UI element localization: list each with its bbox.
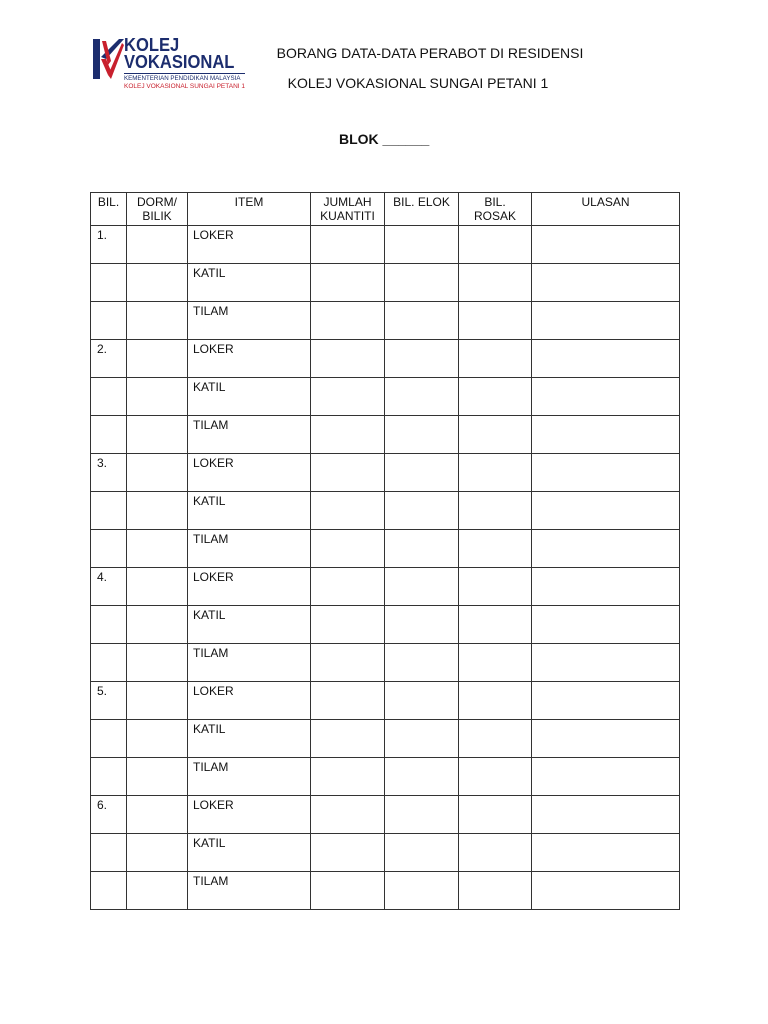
bil-elok-cell[interactable]: [385, 720, 459, 758]
table-row: [91, 226, 680, 264]
ulasan-cell[interactable]: [532, 492, 680, 530]
blok-field[interactable]: BLOK ______: [339, 131, 430, 147]
dorm-bilik-cell[interactable]: [127, 302, 188, 340]
bil-cell: [91, 378, 127, 416]
bil-cell: 3.: [91, 454, 127, 492]
dorm-bilik-cell[interactable]: [127, 720, 188, 758]
bil-cell: [91, 720, 127, 758]
table-row: [91, 796, 680, 834]
ulasan-cell[interactable]: [532, 378, 680, 416]
bil-cell: [91, 492, 127, 530]
item-cell: LOKER: [188, 226, 311, 264]
table-row: [91, 302, 680, 340]
dorm-bilik-cell[interactable]: [127, 530, 188, 568]
item-cell: TILAM: [188, 644, 311, 682]
bil-cell: [91, 530, 127, 568]
table-row: [91, 378, 680, 416]
bil-rosak-cell[interactable]: [459, 644, 532, 682]
bil-rosak-cell[interactable]: [459, 454, 532, 492]
table-row: [91, 492, 680, 530]
col-ulasan-header: [532, 193, 680, 226]
jumlah-kuantiti-cell[interactable]: [311, 530, 385, 568]
jumlah-kuantiti-cell[interactable]: [311, 720, 385, 758]
item-cell: TILAM: [188, 416, 311, 454]
form-title: BORANG DATA-DATA PERABOT DI RESIDENSI: [276, 45, 584, 61]
item-cell: KATIL: [188, 606, 311, 644]
table-row: [91, 606, 680, 644]
jumlah-kuantiti-cell[interactable]: [311, 606, 385, 644]
dorm-bilik-cell[interactable]: [127, 834, 188, 872]
ulasan-cell[interactable]: [532, 568, 680, 606]
bil-elok-cell[interactable]: [385, 644, 459, 682]
jumlah-kuantiti-cell[interactable]: [311, 568, 385, 606]
bil-elok-cell[interactable]: [385, 416, 459, 454]
header-label-line2: ROSAK: [473, 209, 516, 223]
bil-rosak-cell[interactable]: [459, 340, 532, 378]
bil-elok-cell[interactable]: [385, 606, 459, 644]
bil-cell: [91, 758, 127, 796]
jumlah-kuantiti-cell[interactable]: [311, 834, 385, 872]
bil-elok-cell[interactable]: [385, 682, 459, 720]
bil-cell: [91, 302, 127, 340]
header-label-line2: BILIK: [142, 209, 172, 223]
bil-elok-cell[interactable]: [385, 758, 459, 796]
ulasan-cell[interactable]: [532, 758, 680, 796]
bil-elok-cell[interactable]: [385, 226, 459, 264]
col-bil-elok-header: [385, 193, 459, 226]
kv-logo-icon: [92, 37, 124, 83]
dorm-bilik-cell[interactable]: [127, 454, 188, 492]
bil-cell: [91, 264, 127, 302]
item-cell: KATIL: [188, 264, 311, 302]
header-label: BIL.: [97, 195, 120, 209]
bil-rosak-cell[interactable]: [459, 226, 532, 264]
bil-elok-cell[interactable]: [385, 378, 459, 416]
bil-rosak-cell[interactable]: [459, 416, 532, 454]
item-cell: LOKER: [188, 682, 311, 720]
bil-elok-cell[interactable]: [385, 454, 459, 492]
header-label-line2: KUANTITI: [320, 209, 375, 223]
ulasan-cell[interactable]: [532, 872, 680, 910]
bil-cell: [91, 416, 127, 454]
furniture-data-table: [90, 192, 680, 910]
dorm-bilik-cell[interactable]: [127, 758, 188, 796]
bil-elok-cell[interactable]: [385, 796, 459, 834]
table-row: [91, 720, 680, 758]
item-cell: LOKER: [188, 340, 311, 378]
col-bil-header: [91, 193, 127, 226]
bil-rosak-cell[interactable]: [459, 796, 532, 834]
bil-rosak-cell[interactable]: [459, 568, 532, 606]
jumlah-kuantiti-cell[interactable]: [311, 454, 385, 492]
ulasan-cell[interactable]: [532, 644, 680, 682]
ulasan-cell[interactable]: [532, 530, 680, 568]
item-cell: KATIL: [188, 720, 311, 758]
dorm-bilik-cell[interactable]: [127, 872, 188, 910]
item-cell: KATIL: [188, 492, 311, 530]
bil-elok-cell[interactable]: [385, 530, 459, 568]
logo-ministry: KEMENTERIAN PENDIDIKAN MALAYSIA: [124, 73, 245, 82]
item-cell: TILAM: [188, 302, 311, 340]
col-jumlah-kuantiti-header: [311, 193, 385, 226]
item-cell: KATIL: [188, 834, 311, 872]
table-row: [91, 416, 680, 454]
bil-cell: [91, 606, 127, 644]
dorm-bilik-cell[interactable]: [127, 644, 188, 682]
item-cell: KATIL: [188, 378, 311, 416]
dorm-bilik-cell[interactable]: [127, 682, 188, 720]
ulasan-cell[interactable]: [532, 264, 680, 302]
bil-elok-cell[interactable]: [385, 302, 459, 340]
bil-cell: [91, 872, 127, 910]
dorm-bilik-cell[interactable]: [127, 796, 188, 834]
jumlah-kuantiti-cell[interactable]: [311, 492, 385, 530]
ulasan-cell[interactable]: [532, 340, 680, 378]
dorm-bilik-cell[interactable]: [127, 416, 188, 454]
logo-line1: KOLEJ: [124, 35, 180, 55]
table-row: [91, 682, 680, 720]
table-row: [91, 340, 680, 378]
ulasan-cell[interactable]: [532, 302, 680, 340]
logo-college-name: KOLEJ VOKASIONAL SUNGAI PETANI 1: [124, 83, 246, 90]
ulasan-cell[interactable]: [532, 454, 680, 492]
bil-rosak-cell[interactable]: [459, 378, 532, 416]
bil-elok-cell[interactable]: [385, 872, 459, 910]
college-name: KOLEJ VOKASIONAL SUNGAI PETANI 1: [287, 75, 549, 91]
ulasan-cell[interactable]: [532, 796, 680, 834]
col-item-header: [188, 193, 311, 226]
bil-cell: 1.: [91, 226, 127, 264]
bil-rosak-cell[interactable]: [459, 264, 532, 302]
header-label: ITEM: [234, 195, 264, 209]
ulasan-cell[interactable]: [532, 682, 680, 720]
table-row: [91, 872, 680, 910]
dorm-bilik-cell[interactable]: [127, 226, 188, 264]
jumlah-kuantiti-cell[interactable]: [311, 226, 385, 264]
bil-rosak-cell[interactable]: [459, 302, 532, 340]
header-label: JUMLAH: [323, 195, 372, 209]
bil-elok-cell[interactable]: [385, 264, 459, 302]
header-label: BIL.: [484, 195, 506, 209]
bil-cell: [91, 834, 127, 872]
bil-elok-cell[interactable]: [385, 834, 459, 872]
ulasan-cell[interactable]: [532, 226, 680, 264]
jumlah-kuantiti-cell[interactable]: [311, 302, 385, 340]
bil-cell: [91, 644, 127, 682]
table-row: [91, 454, 680, 492]
item-cell: TILAM: [188, 872, 311, 910]
item-cell: LOKER: [188, 796, 311, 834]
bil-cell: 2.: [91, 340, 127, 378]
logo-line2: VOKASIONAL: [124, 52, 235, 72]
bil-cell: 6.: [91, 796, 127, 834]
ulasan-cell[interactable]: [532, 606, 680, 644]
bil-rosak-cell[interactable]: [459, 492, 532, 530]
header-label: DORM/: [137, 195, 177, 209]
table-row: [91, 568, 680, 606]
bil-elok-cell[interactable]: [385, 340, 459, 378]
item-cell: LOKER: [188, 454, 311, 492]
table-header-row: [91, 193, 680, 226]
bil-elok-cell[interactable]: [385, 568, 459, 606]
jumlah-kuantiti-cell[interactable]: [311, 796, 385, 834]
header-label: ULASAN: [581, 195, 630, 209]
col-dorm-bilik-header: [127, 193, 188, 226]
bil-rosak-cell[interactable]: [459, 606, 532, 644]
table-row: [91, 758, 680, 796]
item-cell: LOKER: [188, 568, 311, 606]
bil-rosak-cell[interactable]: [459, 834, 532, 872]
ulasan-cell[interactable]: [532, 416, 680, 454]
jumlah-kuantiti-cell[interactable]: [311, 378, 385, 416]
dorm-bilik-cell[interactable]: [127, 606, 188, 644]
jumlah-kuantiti-cell[interactable]: [311, 340, 385, 378]
table-row: [91, 644, 680, 682]
bil-rosak-cell[interactable]: [459, 682, 532, 720]
table-row: [91, 264, 680, 302]
table-row: [91, 530, 680, 568]
jumlah-kuantiti-cell[interactable]: [311, 682, 385, 720]
jumlah-kuantiti-cell[interactable]: [311, 644, 385, 682]
dorm-bilik-cell[interactable]: [127, 492, 188, 530]
bil-elok-cell[interactable]: [385, 492, 459, 530]
dorm-bilik-cell[interactable]: [127, 340, 188, 378]
bil-rosak-cell[interactable]: [459, 720, 532, 758]
bil-rosak-cell[interactable]: [459, 758, 532, 796]
bil-cell: 5.: [91, 682, 127, 720]
bil-rosak-cell[interactable]: [459, 530, 532, 568]
col-bil-rosak-header: [459, 193, 532, 226]
table-body: [91, 226, 680, 910]
dorm-bilik-cell[interactable]: [127, 568, 188, 606]
jumlah-kuantiti-cell[interactable]: [311, 264, 385, 302]
ulasan-cell[interactable]: [532, 834, 680, 872]
dorm-bilik-cell[interactable]: [127, 378, 188, 416]
dorm-bilik-cell[interactable]: [127, 264, 188, 302]
table-row: [91, 834, 680, 872]
bil-rosak-cell[interactable]: [459, 872, 532, 910]
item-cell: TILAM: [188, 530, 311, 568]
ulasan-cell[interactable]: [532, 720, 680, 758]
jumlah-kuantiti-cell[interactable]: [311, 872, 385, 910]
jumlah-kuantiti-cell[interactable]: [311, 758, 385, 796]
bil-cell: 4.: [91, 568, 127, 606]
header-label: BIL. ELOK: [393, 195, 450, 209]
jumlah-kuantiti-cell[interactable]: [311, 416, 385, 454]
college-logo: [92, 35, 246, 95]
item-cell: TILAM: [188, 758, 311, 796]
